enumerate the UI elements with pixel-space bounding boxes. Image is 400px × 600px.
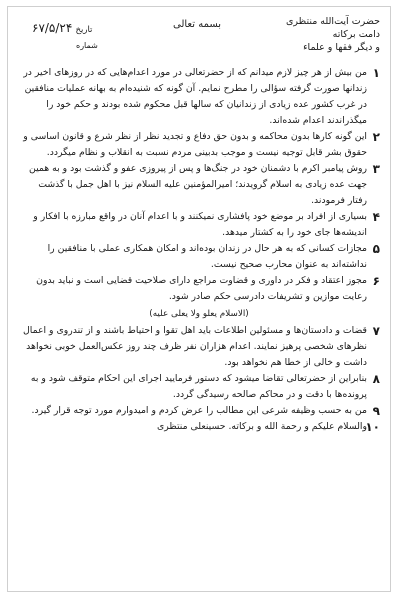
paragraph-number: ۲ (372, 130, 380, 144)
paragraph-number: ۹ (372, 404, 380, 418)
paragraph-2 (18, 129, 380, 161)
invocation: بسمه تعالی (173, 19, 222, 30)
paragraph-text: قضات و دادستان‌ها و مسئولین اطلاعات باید اهل تقوا و احتیاط باشند و از تندروی و اعمال نظرهای شخصی پرهیز نمایند. اعدام هزاران نفر ظرف چند روز عکس‌العمل خوبی نخواهد داشت و خالی از خطا هم نخواهد بود. (23, 325, 367, 368)
paragraph-text: بنابراین از حضرتعالی تقاضا میشود که دستور فرمایید اجرای این احکام متوقف شود و به پرونده‌ها با دقت و در محاکم صالحه رسیدگی گردد. (30, 373, 367, 400)
paragraph-number: ۸ (372, 372, 380, 386)
paragraph-8 (18, 371, 380, 403)
addressee-line: حضرت آیت‌الله منتظری دامت برکاته (285, 16, 380, 40)
paragraph-4 (18, 209, 380, 241)
letter-page (7, 6, 391, 592)
paragraph-9 (18, 403, 380, 419)
paragraph-7 (18, 323, 380, 371)
addressee-block (268, 15, 380, 54)
paragraph-text: من به حسب وظیفه شرعی این مطالب را عرض کردم و امیدوارم مورد توجه قرار گیرد. (31, 405, 367, 416)
paragraph-10 (18, 419, 380, 435)
paragraph-number: ۵ (372, 242, 380, 256)
paragraph-number: ۶ (372, 274, 380, 288)
paragraph-text: این گونه کارها بدون محاکمه و بدون حق دفاع و تجدید نظر از نظر شرع و قانون اساسی و حقوق بشر قابل توجیه نیست و موجب بدبینی مردم نسبت به انقلاب و نظام میگردد. (23, 131, 367, 158)
paragraph-1 (18, 65, 380, 129)
paragraph-text: مجازات کسانی که به هر حال در زندان بوده‌اند و امکان همکاری عملی با منافقین را نداشته‌اند به عنوان محارب صحیح نیست. (47, 243, 367, 270)
signature: حسینعلی منتظری (156, 421, 226, 432)
paragraph-3 (18, 161, 380, 209)
letter-body (18, 65, 380, 435)
paragraph-number: ۳ (372, 162, 380, 176)
paragraph-text: بسیاری از افراد بر موضع خود پافشاری نمیکنند و با اعدام آنان در واقع مبارزه با افکار و اندیشه‌ها جای خود را به کشتار میدهد. (33, 211, 367, 238)
quote-note: (الاسلام یعلو ولا یعلی علیه) (149, 309, 249, 319)
date-label: تاریخ (75, 25, 93, 35)
paragraph-text: والسلام علیکم و رحمة الله و برکاته. (228, 421, 367, 432)
paragraph-text: روش پیامبر اکرم با دشمنان خود در جنگ‌ها و پس از پیروزی عفو و گذشت بود و به همین جهت عده زیادی به اسلام گرویدند؛ امیرالمؤمنین علیه السلام نیز با اهل جمل با گذشت رفتار فرمودند. (29, 163, 367, 206)
date-value: ۶۷/۵/۲۴ (32, 21, 73, 35)
addressee-line-2: و دیگر فقها و علماء (303, 42, 380, 53)
paragraph-text: مجوز اعتقاد و فکر در داوری و قضاوت مراجع دارای صلاحیت قضایی است و نباید بدون رعایت موازین و تشریفات دادرسی حکم صادر شود. (36, 275, 367, 302)
paragraph-6 (18, 273, 380, 305)
paragraph-number: ۴ (372, 210, 380, 224)
paragraph-5 (18, 241, 380, 273)
paragraph-text: من بیش از هر چیز لازم میدانم که از حضرتعالی در مورد اعدام‌هایی که در روزهای اخیر در زندانها صورت گرفته سؤالی را مطرح نمایم. آن گونه که شنیده‌ام به بهانه عملیات منافقین در غرب کشور عده زیادی از زندانیان که سالها قبل محکوم شده بودند و حکم خود را میگذراندند اعدام شده‌اند. (23, 67, 367, 126)
paragraph-number: ۷ (372, 324, 380, 338)
paragraph-number: ۱ (372, 66, 380, 80)
paragraph-number: ۱۰ (365, 420, 380, 434)
date-field (32, 21, 92, 35)
number-label: شماره (76, 41, 98, 50)
